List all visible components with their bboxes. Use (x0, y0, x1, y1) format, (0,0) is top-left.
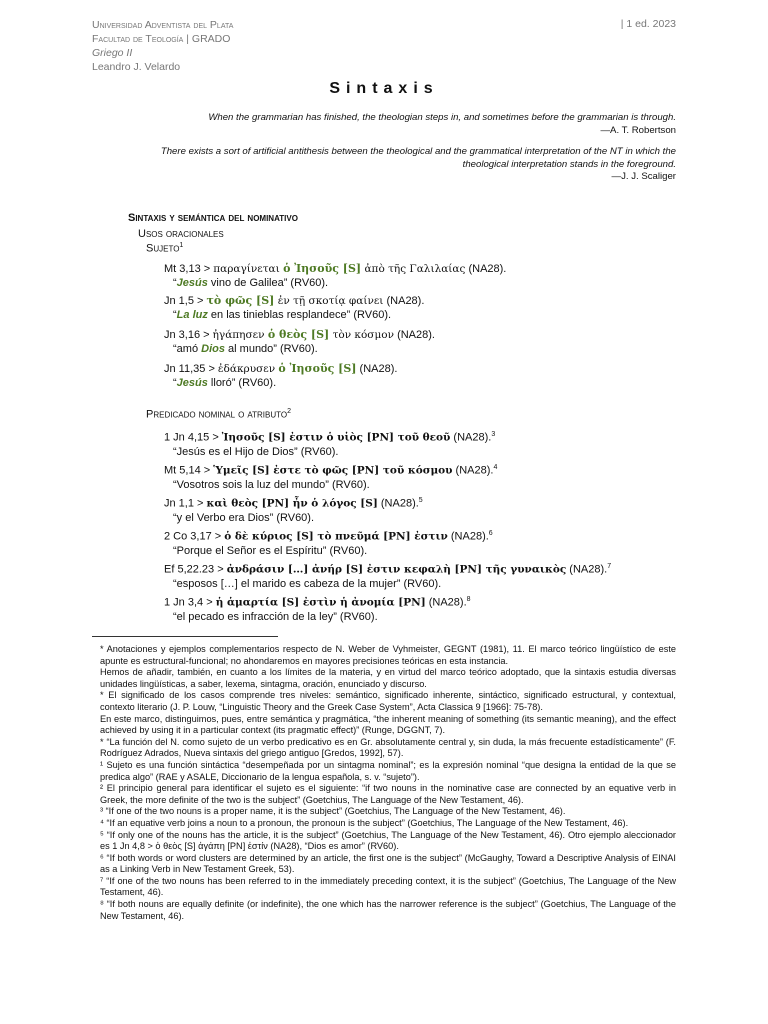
footnote: ² El principio general para identificar el sujeto es el siguiente: “if two nouns in the nominative case are connected by an equative verb in Greek, the more definite of the two is the subject” (Goetchius, The Language of the New Testament, 46). (100, 783, 676, 805)
footnote-ref: 3 (491, 431, 496, 438)
source-label: (NA28). (450, 431, 492, 444)
example-item (164, 560, 611, 591)
footnote-ref: 2 (287, 408, 292, 415)
greek-line: Ἰησοῦς [S] ἐστιν ὁ υἱὸς [PN] τοῦ θεοῦ (221, 431, 451, 444)
footnote-divider (92, 636, 278, 637)
example-item (164, 593, 471, 624)
greek-key: ὁ Ἰησοῦς [S] (283, 262, 362, 275)
example-ref: Mt 3,13 > (164, 263, 214, 275)
example-item (164, 294, 424, 322)
source-label: (NA28). (465, 263, 507, 275)
course-name: Griego II (92, 47, 133, 59)
translation-rest: al mundo” (RV60). (224, 343, 318, 355)
greek-text: ἠγάπησεν (212, 329, 268, 341)
faculty-name: Facultad de Teología | GRADO (92, 33, 231, 45)
translation-rest: lloró” (RV60). (207, 377, 277, 389)
greek-text: τὸν κόσμον (329, 329, 395, 341)
translation-key: Jesús (176, 277, 208, 289)
greek-line: Ὑμεῖς [S] ἐστε τὸ φῶς [PN] τοῦ κόσμου (213, 464, 453, 477)
footnote: ⁴ “If an equative verb joins a noun to a pronoun, the pronoun is the subject” (Goetchius, The Language of the New Testament, 46). (100, 817, 629, 828)
example-ref: Jn 3,16 > (164, 329, 213, 341)
footnote: ⁵ “If only one of the nouns has the article, it is the subject” (Goetchius, The Language of the New Testament, 46). Otro ejemplo aleccionador es 1 Jn 4,8 > ὁ θεὸς [S] ἀγάπη [PN] ἐστίν (NA28), “Dios es amor” (RV60). (100, 829, 676, 852)
footnote: * “La función del N. como sujeto de un verbo predicativo es en Gr. absolutamente central y, sin duda, la más frecuente estadísticamente” (F. Rodríguez Adrados, Nueva sintaxis del griego antiguo [Gredos, 1992], 57). (100, 736, 676, 759)
university-name: Universidad Adventista del Plata (92, 19, 234, 31)
translation-key: Dios (201, 343, 225, 355)
author-name: Leandro J. Velardo (92, 61, 181, 73)
example-item (164, 262, 506, 290)
greek-text: ἐδάκρυσεν (217, 363, 279, 375)
translation: “Jesús vino de Galilea” (RV60). (173, 277, 329, 289)
epigraph-author: —A. T. Robertson (600, 124, 676, 136)
greek-text: ἀπὸ τῆς Γαλιλαίας (361, 263, 466, 275)
source-label: (NA28). (383, 295, 425, 307)
footnote: Hemos de añadir, también, en cuanto a los límites de la materia, y en virtud del marco teórico adoptado, que la sintaxis estudia diversas unidades lingüísticas, a saber, lexema, sintagma, oración, enunciado y discurso. (100, 667, 676, 689)
footnote: En este marco, distinguimos, pues, entre semántica y pragmática, “the inherent meaning of something (its semantic meaning), and the effect achieved by using it in a particular context (its pragmatic effect)” (Runge, DGGNT, 7). (100, 713, 676, 736)
example-item (164, 461, 497, 492)
example-item (164, 428, 495, 459)
example-ref: Jn 1,5 > (164, 295, 207, 307)
translation-key: La luz (176, 309, 208, 321)
greek-line: ἡ ἁμαρτία [S] ἐστὶν ἡ ἀνομία [PN] (215, 596, 426, 609)
edition-label: | 1 ed. 2023 (620, 18, 676, 30)
example-ref: 1 Jn 3,4 > (164, 596, 216, 609)
section-heading: Sintaxis y semántica del nominativo (128, 212, 298, 224)
translation: “esposos […] el marido es cabeza de la mujer” (RV60). (173, 577, 442, 590)
predicado-heading (146, 408, 291, 421)
translation: “el pecado es infracción de la ley” (RV60). (173, 610, 378, 623)
subsection-heading: Usos oracionales (138, 228, 224, 240)
translation-key: Jesús (176, 377, 208, 389)
footnote-ref: 5 (418, 497, 423, 504)
translation: “amó Dios al mundo” (RV60). (173, 343, 318, 355)
footnote-ref: 8 (466, 596, 471, 603)
greek-line: καὶ θεὸς [PN] ἦν ὁ λόγος [S] (206, 497, 378, 510)
footnote-ref: 6 (488, 530, 493, 537)
example-item (164, 362, 397, 390)
epigraph-2 (116, 146, 676, 184)
source-label: (NA28). (394, 329, 435, 341)
example-ref: Jn 1,1 > (164, 497, 207, 510)
source-label: (NA28). (566, 563, 608, 576)
page-title: Sintaxis (329, 80, 439, 97)
footnote-ref: 4 (493, 464, 498, 471)
source-label: (NA28). (377, 497, 419, 510)
greek-key: τὸ φῶς [S] (206, 294, 275, 307)
epigraph-author: —J. J. Scaliger (611, 171, 676, 182)
footnote: ¹ Sujeto es una función sintáctica “desempeñada por un sintagma nominal”; es la expresión nominal “que designa la entidad de la que se predica algo” (RAE y ASALE, Diccionario de la lengua española, s. v. “sujeto”). (100, 759, 676, 782)
example-item (164, 494, 423, 525)
example-ref: Jn 11,35 > (164, 363, 218, 375)
translation-pre: amó (176, 343, 202, 355)
header-block (92, 18, 233, 74)
example-ref: Ef 5,22.23 > (164, 563, 227, 576)
footnote: ⁸ “If both nouns are equally definite (or indefinite), the one which has the narrower reference is the subject” (Goetchius, The Language of the New Testament, 46). (100, 899, 676, 921)
epigraph-text: There exists a sort of artificial antithesis between the theological and the grammatical interpretation of the NT in which the theological interpretation stands in the foreground. (160, 146, 676, 170)
example-ref: 1 Jn 4,15 > (164, 431, 222, 444)
footnote: * El significado de los casos comprende tres niveles: semántico, significado inherente, sintáctico, significado estructural, y contextual, contexto literario (J. P. Louw, “Linguistic Theory and the Greek Case System”, Acta Classica 9 [1966]: 75-78). (100, 690, 676, 712)
greek-text: παραγίνεται (213, 263, 284, 275)
example-item (164, 328, 435, 356)
example-ref: 2 Co 3,17 > (164, 530, 225, 543)
greek-line: ὁ δὲ κύριος [S] τὸ πνεῦμά [PN] ἐστιν (224, 530, 448, 543)
source-label: (NA28). (356, 363, 398, 375)
greek-line: ἀνδράσιν […] ἀνήρ [S] ἐστιν κεφαλὴ [PN] τῆς γυναικὸς (226, 563, 567, 576)
example-ref: Mt 5,14 > (164, 464, 214, 477)
greek-key: ὁ Ἰησοῦς [S] (278, 362, 357, 375)
footnotes (92, 644, 676, 922)
predicado-label: Predicado nominal o atributo (146, 408, 288, 421)
footnote-ref: 7 (607, 563, 612, 570)
translation: “Vosotros sois la luz del mundo” (RV60). (173, 478, 370, 491)
example-item (164, 527, 493, 558)
epigraph-1 (116, 112, 676, 137)
source-label: (NA28). (452, 464, 494, 477)
sujeto-heading (146, 242, 183, 255)
sujeto-label: Sujeto (146, 242, 180, 255)
translation: “Jesús es el Hijo de Dios” (RV60). (173, 445, 339, 458)
translation-rest: en las tinieblas resplandece” (RV60). (207, 309, 392, 321)
footnote-ref: 1 (179, 242, 184, 249)
epigraph-text: When the grammarian has finished, the theologian steps in, and sometimes before the grammarian is through. (208, 112, 676, 123)
source-label: (NA28). (447, 530, 489, 543)
greek-text: ἐν τῇ σκοτίᾳ φαίνει (274, 295, 384, 307)
translation: “Jesús lloró” (RV60). (173, 377, 277, 389)
translation: “y el Verbo era Dios” (RV60). (173, 511, 315, 524)
translation: “La luz en las tinieblas resplandece” (RV60). (173, 309, 392, 321)
translation: “Porque el Señor es el Espíritu” (RV60). (173, 544, 368, 557)
greek-key: ὁ θεὸς [S] (267, 328, 330, 341)
source-label: (NA28). (425, 596, 467, 609)
footnote: * Anotaciones y ejemplos complementarios respecto de N. Weber de Vyhmeister, GEGNT (1981), 11. El marco teórico lingüístico de este apunte es estructural-funcional; no ahondaremos en mayores precisiones teóricas en esta instancia. (100, 644, 676, 666)
translation-rest: vino de Galilea” (RV60). (207, 277, 329, 289)
footnote: ³ “If one of the two nouns is a proper name, it is the subject” (Goetchius, The Language of the New Testament, 46). (100, 806, 566, 817)
footnote: ⁶ “If both words or word clusters are determined by an article, the first one is the subject” (McGaughy, Toward a Descriptive Analysis of EINAI as a Linking Verb in New Testament Greek, 53). (100, 852, 676, 875)
footnote: ⁷ “If one of the two nouns has been referred to in the immediately preceding context, it is the subject” (Goetchius, The Language of the New Testament, 46). (100, 875, 676, 898)
